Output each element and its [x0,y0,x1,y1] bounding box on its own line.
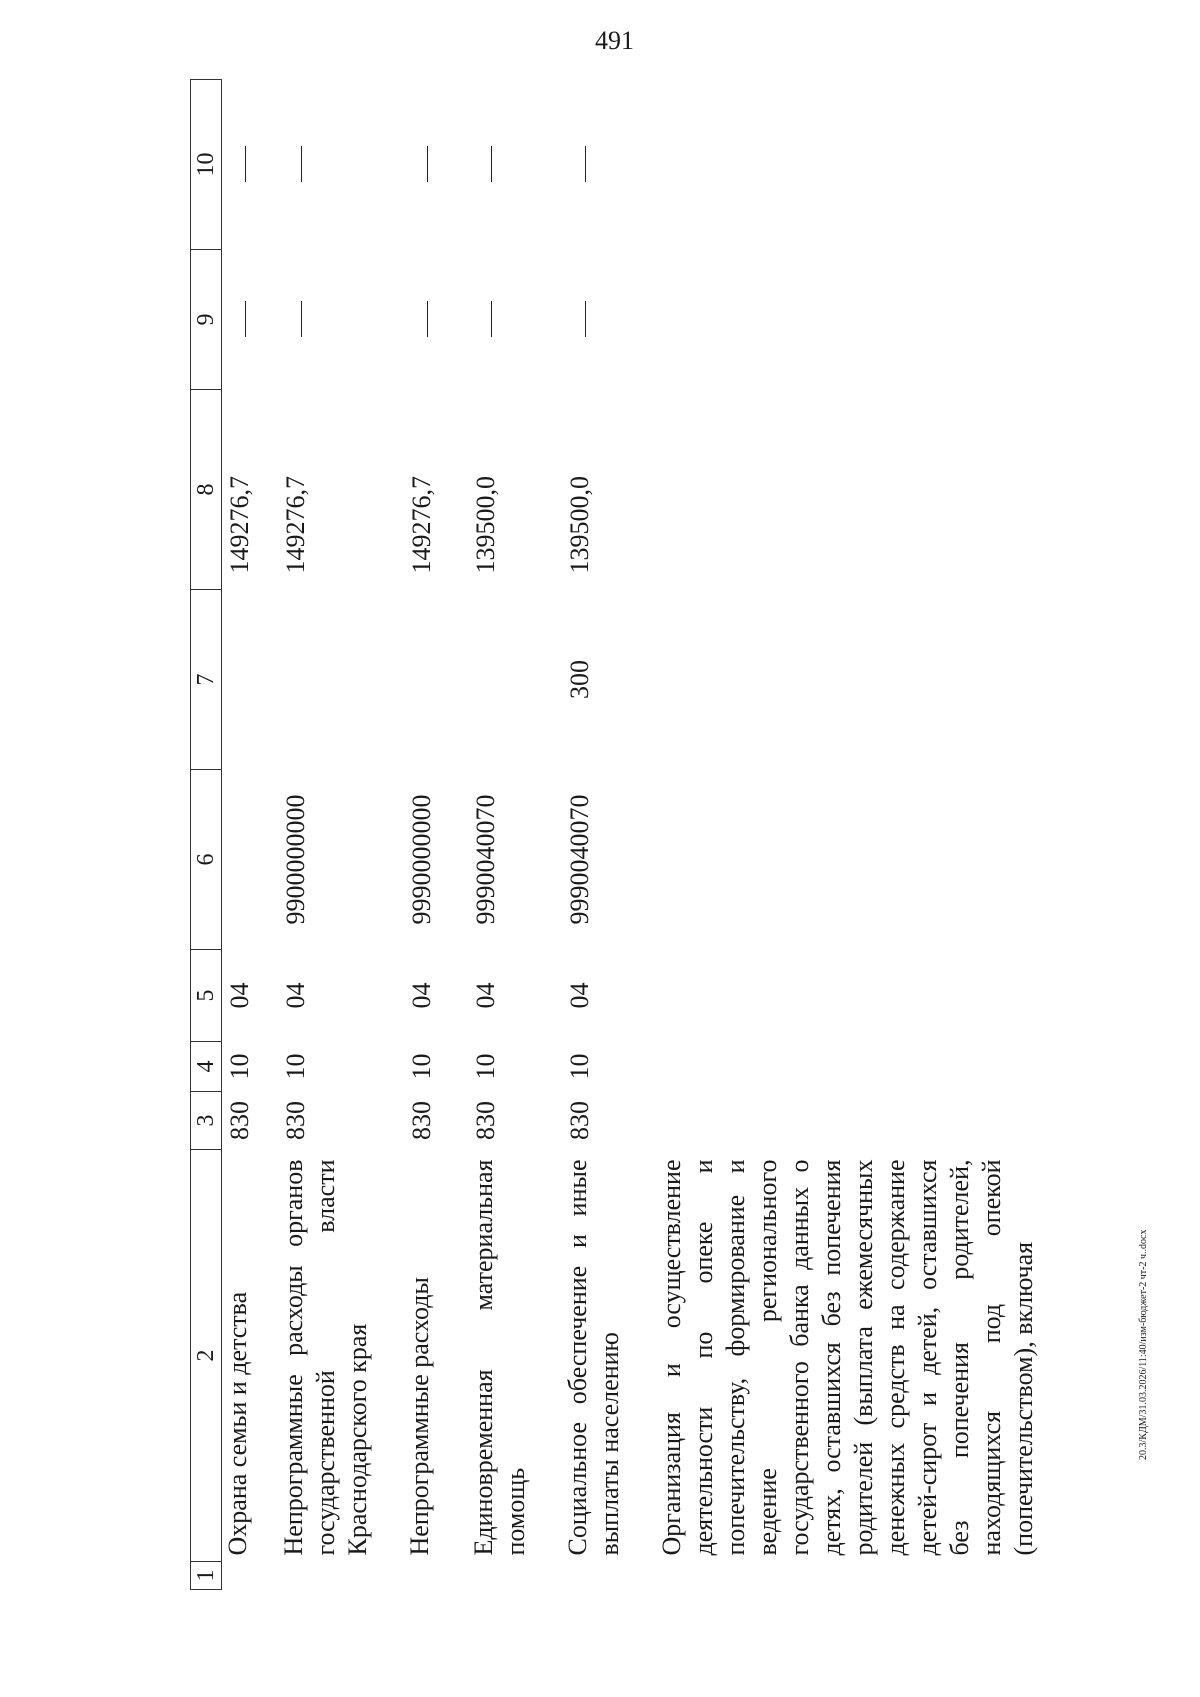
table-row [656,80,1070,1590]
dash-mark [427,302,428,338]
document-footer-path: 20.3/КДМ/31.03.2026/11:40/изм-бюджет-2 чт-2 ч..docx [1138,1229,1149,1460]
row-cell-c4 [656,1042,1070,1092]
row-cell-c9 [562,250,656,390]
row-cell-c3: 830 [565,1101,594,1140]
row-cell-c9 [656,250,1070,390]
row-cell-c5: 04 [471,982,500,1009]
row-cell-c9 [278,250,404,390]
row-cell-c6: 9990040070 [471,794,500,925]
table-row [562,80,656,1590]
row-cell-c3: 830 [407,1101,436,1140]
dash-mark [245,302,246,338]
table-header-row [191,80,222,1590]
row-cell-c7 [656,590,1070,770]
row-cell-c3: 830 [471,1101,500,1140]
row-cell-c5: 04 [225,982,254,1009]
row-number-cell [222,1562,279,1590]
dash-mark [491,147,492,183]
header-col-6: 6 [191,770,222,950]
row-cell-c6 [222,770,279,950]
dash-mark [301,147,302,183]
row-name-cell: Организация и осуществление деятельности по опеке и попечительству, формирование и ведение регионального государственного банка данных о детях, оставшихся без попечения родителей (выплата ежемесячных денежных средств на содержание детей-сирот и детей, оставшихся без попечения родителей, находящихся под опекой (попечительством), включая [657,1159,1038,1556]
row-cell-c10 [468,80,562,250]
row-cell-c10 [222,80,279,250]
table-row [468,80,562,1590]
row-cell-c6: 9990040070 [565,794,594,925]
row-cell-c10 [278,80,404,250]
header-col-10: 10 [191,80,222,250]
row-number-cell [562,1562,656,1590]
row-cell-c5: 04 [407,982,436,1009]
row-cell-c9 [404,250,468,390]
row-cell-c8: 149276,7 [281,476,310,574]
table-body [222,80,1071,1590]
row-number-cell [468,1562,562,1590]
row-cell-c5: 04 [565,982,594,1009]
dash-mark [427,147,428,183]
row-name-cell: Социальное обеспечение и иные выплаты населению [563,1159,624,1556]
row-cell-c8: 149276,7 [407,476,436,574]
header-col-3: 3 [191,1092,222,1150]
row-cell-c7 [278,590,404,770]
dash-mark [491,302,492,338]
row-cell-c3: 830 [281,1101,310,1140]
row-cell-c3 [656,1092,1070,1150]
row-cell-c8: 149276,7 [225,476,254,574]
budget-table [190,79,1070,1590]
row-cell-c4: 10 [471,1053,500,1080]
row-cell-c7: 300 [565,660,594,699]
table-row [222,80,279,1590]
row-cell-c3: 830 [225,1101,254,1140]
row-cell-c10 [562,80,656,250]
row-cell-c9 [468,250,562,390]
row-cell-c7 [468,590,562,770]
row-cell-c9 [222,250,279,390]
page-number: 491 [595,26,634,55]
dash-mark [585,147,586,183]
dash-mark [301,302,302,338]
row-cell-c5: 04 [281,982,310,1009]
header-col-2: 2 [191,1150,222,1562]
row-number-cell [278,1562,404,1590]
row-cell-c6: 9990000000 [407,794,436,925]
row-number-cell [656,1562,1070,1590]
row-cell-c6: 9900000000 [281,794,310,925]
header-col-7: 7 [191,590,222,770]
row-cell-c10 [656,80,1070,250]
row-cell-c7 [404,590,468,770]
row-cell-c10 [404,80,468,250]
row-cell-c8: 139500,0 [471,476,500,574]
row-cell-c4: 10 [565,1053,594,1080]
row-cell-c5 [656,950,1070,1042]
header-col-1: 1 [191,1562,222,1590]
row-cell-c4: 10 [407,1053,436,1080]
rotated-table-container [190,80,1038,1590]
header-col-4: 4 [191,1042,222,1092]
header-col-5: 5 [191,950,222,1042]
table-row [404,80,468,1590]
dash-mark [245,147,246,183]
row-cell-c8: 139500,0 [565,476,594,574]
row-name-cell: Охрана семьи и детства [223,1291,252,1556]
dash-mark [585,302,586,338]
row-cell-c6 [656,770,1070,950]
row-name-cell: Непрограммные расходы [405,1277,434,1556]
row-cell-c4: 10 [281,1053,310,1080]
row-number-cell [404,1562,468,1590]
header-col-8: 8 [191,390,222,590]
row-name-cell: Единовременная материальная помощь [469,1159,530,1556]
row-cell-c4: 10 [225,1053,254,1080]
row-cell-c8 [656,390,1070,590]
row-name-cell: Непрограммные расходы органов государственной власти Краснодарского края [279,1159,372,1556]
header-col-9: 9 [191,250,222,390]
table-row [278,80,404,1590]
row-cell-c7 [222,590,279,770]
